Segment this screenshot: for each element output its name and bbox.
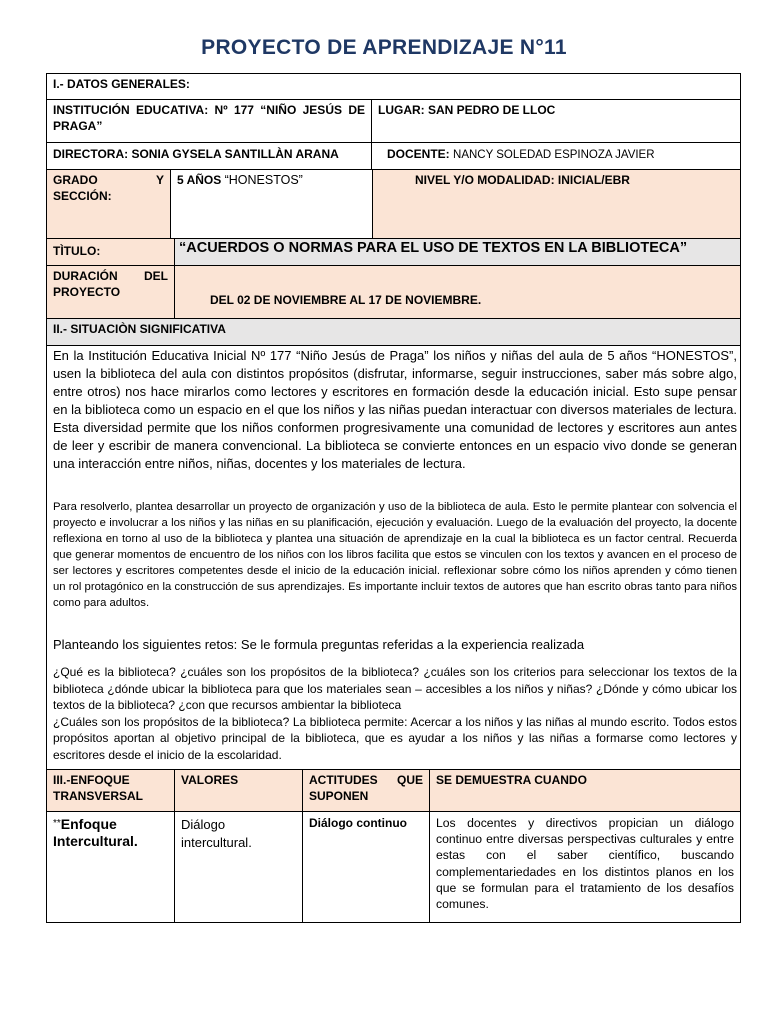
duracion-value-cell [174,265,741,319]
docente-label: DOCENTE: [387,147,450,161]
demuestra-value: Los docentes y directivos propician un diálogo continuo entre diversas perspectivas culturales y entre estas con el saber científico, buscando complementariedades en los distintos planos en los que se formulan para el tratamiento de los desafíos comunes. [436,816,734,912]
demuestra-header: SE DEMUESTRA CUANDO [436,773,587,787]
datos-generales-heading [46,73,741,100]
duracion-label-cell [46,265,175,319]
directora-cell [46,142,372,170]
preguntas-paragraph [53,664,737,763]
titulo-value-cell [174,238,741,266]
directora-label: DIRECTORA: SONIA GYSELA SANTILLÀN ARANA [53,147,339,161]
valores-header: VALORES [181,773,239,787]
demuestra-header-cell [429,769,741,812]
docente-cell [371,142,741,170]
demuestra-value-cell [429,811,741,923]
valor-value-cell [174,811,303,923]
nivel-cell [372,169,741,239]
situacion-paragraph-2: Para resolverlo, plantea desarrollar un proyecto de organización y uso de la biblioteca de aula. Esto le permite plantear con solvencia el proyecto e involucrar a los niños y las niñas en su planificación, ejecución y evaluación. Luego de la evaluación del proyecto, la docente reflexiona en torno al uso de la biblioteca y plantea una situación de aprendizaje en la cual la biblioteca es un factor central. Recuerda que generar momentos de encuentro de los niños con los libros facilita que estos se vinculen con los textos y avancen en el proceso de ser lectores y escritores competentes desde el inicio de la educación inicial. reflexionar sobre cómo los niños aprenden y cómo tienen un rol protagónico en la construcción de sus aprendizajes. Es importante incluir textos de autores que han escrito obras tanto para niños como para adultos. [53,501,737,609]
grado-cell [46,169,171,239]
valores-header-cell [174,769,303,812]
duracion-value: DEL 02 DE NOVIEMBRE AL 17 DE NOVIEMBRE. [210,293,482,307]
project-title: “ACUERDOS O NORMAS PARA EL USO DE TEXTOS EN LA BIBLIOTECA” [179,240,688,256]
institucion-cell [46,99,372,143]
titulo-label-cell [46,238,175,266]
duracion-label: DURACIÓN DEL PROYECTO [53,269,168,299]
titulo-label: TÌTULO: [53,244,101,258]
actitud-value: Diálogo continuo [309,816,407,830]
situacion-heading [46,318,741,346]
enfoque-header-cell [46,769,175,812]
docente-name: NANCY SOLEDAD ESPINOZA JAVIER [453,149,655,161]
situacion-paragraph-1: En la Institución Educativa Inicial Nº 177 “Niño Jesús de Praga” los niños y niñas del aula de 5 años “HONESTOS”, usen la biblioteca del aula con distintos propósitos (disfrutar, informarse, seguir instrucciones, saber más sobre algo, entre otros) nos hace mirarlos como lectores y escritores en formación desde la educación inicial. Esto supe pensar en la biblioteca como un espacio en el que los niños y las niñas puedan interactuar con diversos materiales de lectura. Esta diversidad permite que los niños conformen progresivamente una comunidad de lectores y escritores aun antes de leer y escribir de manera convencional. La biblioteca se convierte entonces en un espacio vivo donde se generan una interacción entre niños, niñas, docentes y los materiales de lectura. [53,348,737,471]
institucion-label: INSTITUCIÓN EDUCATIVA: Nº 177 “NIÑO JESÚS DE PRAGA” [53,103,365,133]
propositos-text: ¿Cuáles son los propósitos de la biblioteca? La biblioteca permite: Acercar a los niños y las niñas al mundo escrito. Todos estos propósitos aportan al objetivo principal de la biblioteca, que es ayudar a los niños y las niñas a formarse como lectores y escritores desde el inicio de la escolaridad. [53,714,737,762]
actitudes-header-cell [302,769,430,812]
nivel-label: NIVEL Y/O MODALIDAD: INICIAL/EBR [415,173,630,187]
enfoque-value-cell [46,811,175,923]
grado-name: “HONESTOS” [224,173,303,187]
retos-paragraph: Planteando los siguientes retos: Se le formula preguntas referidas a la experiencia realizada [53,637,585,652]
grado-prefix: 5 AÑOS [177,173,225,187]
lugar-label: LUGAR: SAN PEDRO DE LLOC [378,103,556,117]
enfoque-value: Enfoque Intercultural. [53,816,138,849]
grado-value-cell [170,169,373,239]
valor-value: Diálogo intercultural. [181,817,252,850]
situacion-label: II.- SITUACIÒN SIGNIFICATIVA [53,322,226,336]
grado-label: GRADO Y SECCIÓN: [53,173,164,203]
enfoque-header: III.-ENFOQUE TRANSVERSAL [53,773,144,803]
situacion-body [46,345,741,770]
actitudes-header: ACTITUDES QUE SUPONEN [309,773,423,803]
preguntas-text: ¿Qué es la biblioteca? ¿cuáles son los propósitos de la biblioteca? ¿cuáles son los criterios para seleccionar los textos de la biblioteca ¿dónde ubicar la biblioteca para que los materiales sean – accesibles a los niños y niñas? ¿Dónde y cómo ubicar los textos de la biblioteca? ¿con que recursos ambientar la biblioteca [53,665,737,712]
enfoque-prefix: ** [53,818,61,829]
lugar-cell [371,99,741,143]
datos-generales-label: I.- DATOS GENERALES: [53,77,190,91]
page-title: PROYECTO DE APRENDIZAJE N°11 [201,36,567,59]
actitud-value-cell [302,811,430,923]
